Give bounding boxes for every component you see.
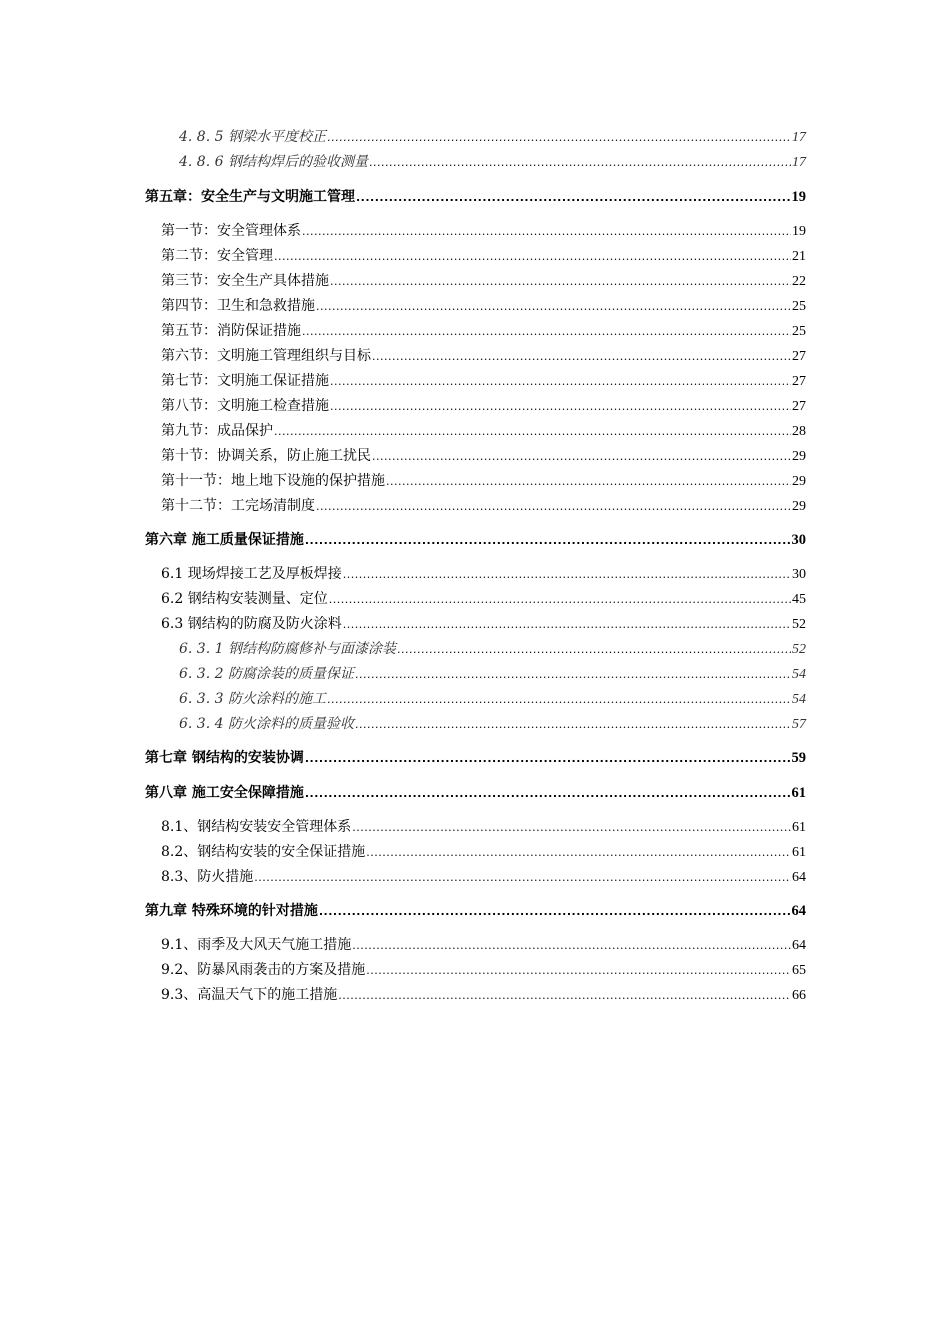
toc-entry-8-3[interactable] xyxy=(161,867,806,887)
toc-entry-title: 第九节：成品保护 xyxy=(161,423,273,439)
toc-entry-page: 61 xyxy=(792,820,806,835)
toc-entry-page: 64 xyxy=(792,938,806,953)
toc-entry-title: 第六章 施工质量保证措施 xyxy=(145,532,304,548)
toc-entry-page: 17 xyxy=(792,155,806,170)
toc-entry-page: 54 xyxy=(792,692,806,707)
toc-entry-page: 30 xyxy=(792,567,806,582)
toc-entry-title: 第五章：安全生产与文明施工管理 xyxy=(145,189,355,205)
toc-entry-title: 6. 3. 1 钢结构防腐修补与面漆涂装 xyxy=(179,641,396,657)
toc-entry-page: 65 xyxy=(792,963,806,978)
toc-leader-dots xyxy=(372,346,791,367)
toc-entry-title: 9.2、防暴风雨袭击的方案及措施 xyxy=(161,962,366,978)
toc-leader-dots xyxy=(305,530,791,551)
toc-entry-title: 第五节：消防保证措施 xyxy=(161,323,301,339)
toc-entry-5-11[interactable] xyxy=(161,471,806,491)
toc-leader-dots xyxy=(338,985,791,1006)
toc-leader-dots xyxy=(316,496,791,517)
toc-leader-dots xyxy=(330,396,791,417)
toc-leader-dots xyxy=(274,421,791,442)
toc-leader-dots xyxy=(330,271,791,292)
toc-leader-dots xyxy=(352,935,791,956)
toc-leader-dots xyxy=(366,960,791,981)
toc-entry-title: 9.1、雨季及大风天气施工措施 xyxy=(161,937,352,953)
toc-entry-title: 8.1、钢结构安装安全管理体系 xyxy=(161,819,352,835)
toc-entry-9-3[interactable] xyxy=(161,985,806,1005)
toc-entry-5-1[interactable] xyxy=(161,221,806,241)
toc-chapter-5[interactable] xyxy=(145,187,806,207)
toc-entry-5-2[interactable] xyxy=(161,246,806,266)
toc-entry-6-3-4[interactable] xyxy=(179,714,806,734)
toc-entry-page: 52 xyxy=(792,642,806,657)
toc-entry-title: 9.3、高温天气下的施工措施 xyxy=(161,987,338,1003)
toc-entry-5-10[interactable] xyxy=(161,446,806,466)
toc-entry-page: 29 xyxy=(792,449,806,464)
toc-leader-dots xyxy=(343,614,791,635)
toc-entry-4-8-6[interactable] xyxy=(179,152,806,172)
toc-entry-page: 19 xyxy=(792,224,806,239)
toc-leader-dots xyxy=(274,246,791,267)
toc-entry-title: 6. 3. 2 防腐涂装的质量保证 xyxy=(179,666,354,682)
toc-leader-dots xyxy=(316,296,791,317)
toc-leader-dots xyxy=(343,564,791,585)
toc-leader-dots xyxy=(366,842,791,863)
toc-leader-dots xyxy=(352,817,791,838)
toc-entry-6-1[interactable] xyxy=(161,564,806,584)
toc-entry-title: 6.2 钢结构安装测量、定位 xyxy=(161,591,328,607)
toc-entry-page: 21 xyxy=(792,249,806,264)
toc-entry-title: 第七节：文明施工保证措施 xyxy=(161,373,329,389)
toc-entry-page: 54 xyxy=(792,667,806,682)
toc-entry-title: 第三节：安全生产具体措施 xyxy=(161,273,329,289)
toc-leader-dots xyxy=(330,371,791,392)
toc-entry-page: 25 xyxy=(792,299,806,314)
toc-entry-title: 第十节：协调关系，防止施工扰民 xyxy=(161,448,371,464)
toc-entry-title: 第八节：文明施工检查措施 xyxy=(161,398,329,414)
toc-entry-6-3-2[interactable] xyxy=(179,664,806,684)
toc-entry-title: 第八章 施工安全保障措施 xyxy=(145,785,304,801)
toc-entry-5-8[interactable] xyxy=(161,396,806,416)
toc-entry-page: 27 xyxy=(792,374,806,389)
toc-entry-5-12[interactable] xyxy=(161,496,806,516)
toc-entry-page: 27 xyxy=(792,349,806,364)
toc-entry-title: 4. 8. 6 钢结构焊后的验收测量 xyxy=(179,154,368,170)
toc-entry-8-1[interactable] xyxy=(161,817,806,837)
toc-entry-page: 52 xyxy=(792,617,806,632)
toc-entry-title: 第四节：卫生和急救措施 xyxy=(161,298,315,314)
toc-entry-6-3-1[interactable] xyxy=(179,639,806,659)
toc-entry-title: 6. 3. 3 防火涂料的施工 xyxy=(179,691,326,707)
toc-entry-page: 27 xyxy=(792,399,806,414)
toc-entry-6-3[interactable] xyxy=(161,614,806,634)
toc-entry-9-1[interactable] xyxy=(161,935,806,955)
toc-leader-dots xyxy=(327,127,791,148)
toc-entry-title: 第六节：文明施工管理组织与目标 xyxy=(161,348,371,364)
toc-entry-6-2[interactable] xyxy=(161,589,806,609)
toc-entry-page: 29 xyxy=(792,474,806,489)
toc-entry-page: 29 xyxy=(792,499,806,514)
toc-leader-dots xyxy=(305,748,791,769)
toc-entry-title: 8.3、防火措施 xyxy=(161,869,254,885)
toc-entry-page: 61 xyxy=(792,845,806,860)
toc-leader-dots xyxy=(319,901,791,922)
toc-entry-5-6[interactable] xyxy=(161,346,806,366)
toc-entry-title: 6.3 钢结构的防腐及防火涂料 xyxy=(161,616,342,632)
toc-entry-title: 第十一节：地上地下设施的保护措施 xyxy=(161,473,385,489)
toc-leader-dots xyxy=(372,446,791,467)
toc-chapter-8[interactable] xyxy=(145,783,806,803)
toc-entry-title: 第九章 特殊环境的针对措施 xyxy=(145,903,318,919)
toc-entry-page: 28 xyxy=(792,424,806,439)
toc-entry-title: 第一节：安全管理体系 xyxy=(161,223,301,239)
toc-leader-dots xyxy=(302,321,791,342)
toc-entry-page: 30 xyxy=(791,532,806,548)
toc-entry-4-8-5[interactable] xyxy=(179,127,806,147)
toc-entry-9-2[interactable] xyxy=(161,960,806,980)
toc-entry-page: 45 xyxy=(792,592,806,607)
toc-entry-5-3[interactable] xyxy=(161,271,806,291)
toc-entry-page: 19 xyxy=(791,189,806,205)
toc-entry-title: 第二节：安全管理 xyxy=(161,248,273,264)
toc-entry-6-3-3[interactable] xyxy=(179,689,806,709)
toc-entry-title: 4. 8. 5 钢梁水平度校正 xyxy=(179,129,326,145)
toc-chapter-6[interactable] xyxy=(145,530,806,550)
toc-leader-dots xyxy=(369,152,791,173)
toc-leader-dots xyxy=(305,783,791,804)
toc-leader-dots xyxy=(355,664,791,685)
toc-entry-5-7[interactable] xyxy=(161,371,806,391)
toc-entry-title: 8.2、钢结构安装的安全保证措施 xyxy=(161,844,366,860)
toc-leader-dots xyxy=(254,867,791,888)
toc-entry-8-2[interactable] xyxy=(161,842,806,862)
toc-entry-5-5[interactable] xyxy=(161,321,806,341)
toc-entry-title: 第十二节：工完场清制度 xyxy=(161,498,315,514)
toc-entry-title: 6. 3. 4 防火涂料的质量验收 xyxy=(179,716,354,732)
toc-leader-dots xyxy=(386,471,791,492)
toc-entry-page: 57 xyxy=(792,717,806,732)
toc-chapter-9[interactable] xyxy=(145,901,806,921)
toc-entry-page: 61 xyxy=(791,785,806,801)
toc-entry-5-9[interactable] xyxy=(161,421,806,441)
toc-leader-dots xyxy=(355,714,791,735)
toc-leader-dots xyxy=(397,639,791,660)
toc-leader-dots xyxy=(356,187,791,208)
toc-entry-page: 25 xyxy=(792,324,806,339)
toc-entry-page: 59 xyxy=(791,750,806,766)
toc-entry-page: 66 xyxy=(792,988,806,1003)
toc-entry-title: 第七章 钢结构的安装协调 xyxy=(145,750,304,766)
toc-entry-page: 64 xyxy=(791,903,806,919)
toc-leader-dots xyxy=(329,589,791,610)
toc-chapter-7[interactable] xyxy=(145,748,806,768)
toc-entry-5-4[interactable] xyxy=(161,296,806,316)
toc-leader-dots xyxy=(302,221,791,242)
toc-leader-dots xyxy=(327,689,791,710)
toc-entry-page: 22 xyxy=(792,274,806,289)
toc-entry-title: 6.1 现场焊接工艺及厚板焊接 xyxy=(161,566,342,582)
toc-entry-page: 17 xyxy=(792,130,806,145)
toc-entry-page: 64 xyxy=(792,870,806,885)
